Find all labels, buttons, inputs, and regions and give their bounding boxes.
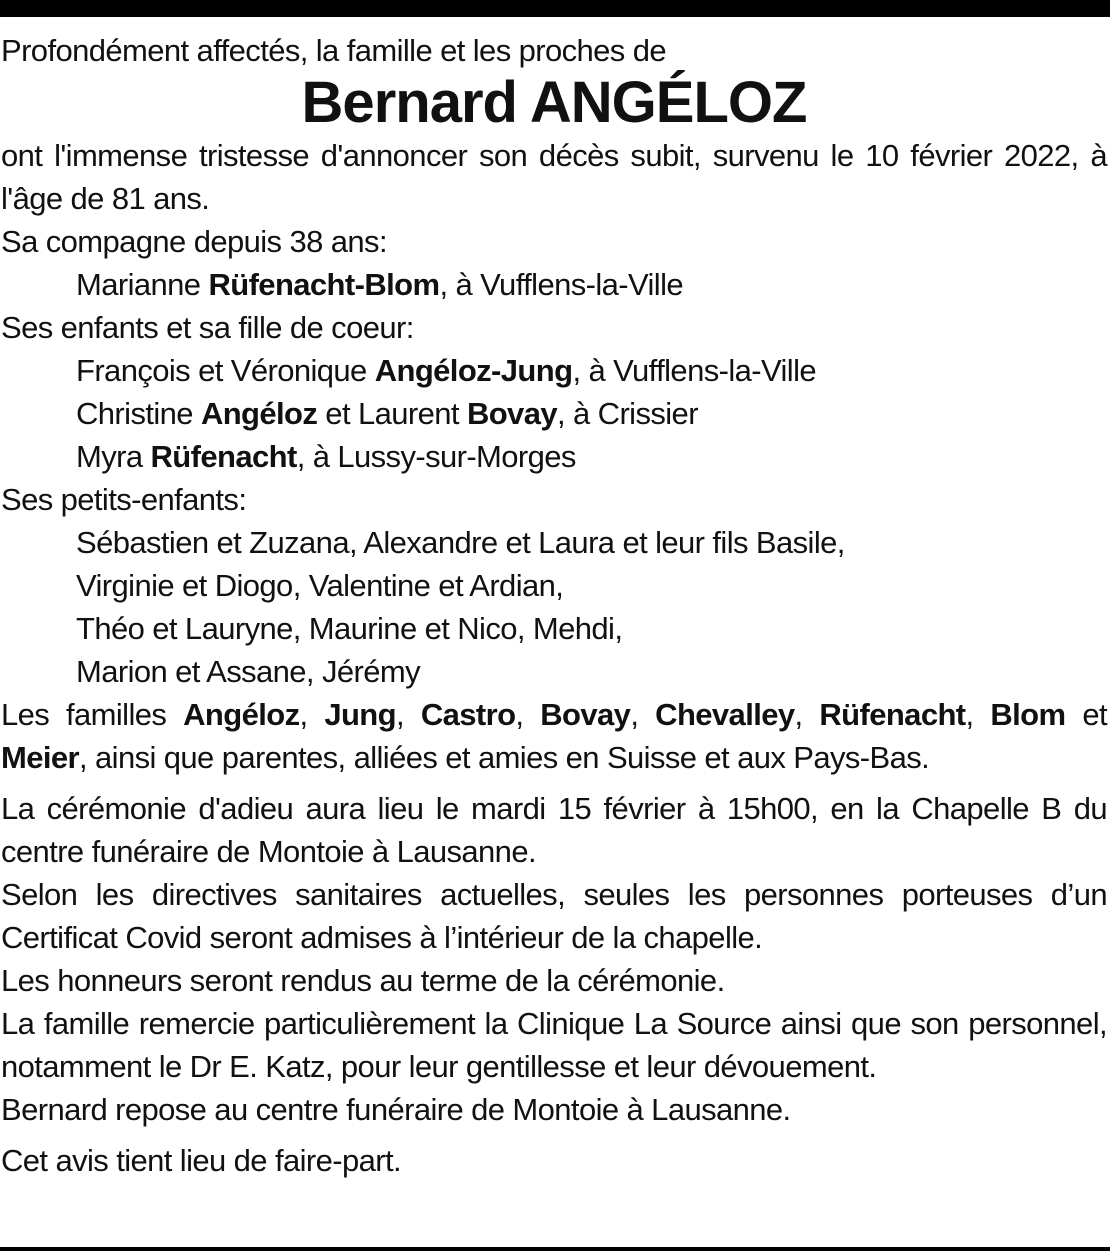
family-name: Blom — [990, 697, 1066, 732]
family-name: Castro — [420, 697, 516, 732]
bottom-border-rule — [0, 1247, 1110, 1251]
child-line-1 — [1, 349, 1107, 392]
child3-last-name: Rüfenacht — [150, 439, 297, 474]
closing-line: Cet avis tient lieu de faire-part. — [1, 1143, 402, 1178]
child2-first-name: Christine — [76, 396, 201, 431]
child-line-2 — [1, 392, 1107, 435]
partner-last-name: Rüfenacht-Blom — [208, 267, 440, 302]
families-paragraph — [1, 693, 1107, 779]
separator: , — [299, 697, 325, 732]
families-prefix: Les familles — [1, 697, 184, 732]
conjunction: et — [1065, 697, 1107, 732]
child2-place: , à Crissier — [556, 396, 698, 431]
announcement-paragraph: ont l'immense tristesse d'annoncer son décès subit, survenu le 10 février 2022, à l'âge de 81 ans. — [1, 138, 1107, 216]
child2-partner-first-name: et Laurent — [317, 396, 467, 431]
partner-place: , à Vufflens-la-Ville — [439, 267, 684, 302]
separator: , — [515, 697, 541, 732]
child1-last-name: Angéloz-Jung — [374, 353, 573, 388]
family-name: Chevalley — [655, 697, 795, 732]
family-name: Jung — [324, 697, 396, 732]
grandchildren-line: Marion et Assane, Jérémy — [76, 654, 420, 689]
ceremony-paragraph: La cérémonie d'adieu aura lieu le mardi 15 février à 15h00, en la Chapelle B du centre funéraire de Montoie à Lausanne. — [1, 791, 1107, 869]
intro-line: Profondément affectés, la famille et les proches de — [1, 33, 666, 68]
family-name: Meier — [1, 740, 79, 775]
separator: , — [395, 697, 421, 732]
partner-first-name: Marianne — [76, 267, 209, 302]
separator: , — [965, 697, 991, 732]
thanks-paragraph: La famille remercie particulièrement la Clinique La Source ainsi que son personnel, notamment le Dr E. Katz, pour leur gentillesse et leur dévouement. — [1, 1006, 1107, 1084]
families-suffix: , ainsi que parentes, alliées et amies en Suisse et aux Pays-Bas. — [78, 740, 930, 775]
child3-first-name: Myra — [76, 439, 151, 474]
child2-last-name: Angéloz — [200, 396, 318, 431]
grandchildren-heading: Ses petits-enfants: — [1, 482, 247, 517]
child1-first-names: François et Véronique — [76, 353, 375, 388]
separator: , — [794, 697, 820, 732]
grandchildren-line: Théo et Lauryne, Maurine et Nico, Mehdi, — [76, 611, 623, 646]
deceased-name: Bernard ANGÉLOZ — [301, 70, 807, 135]
partner-heading: Sa compagne depuis 38 ans: — [1, 224, 387, 259]
separator: , — [630, 697, 656, 732]
children-heading: Ses enfants et sa fille de coeur: — [1, 310, 414, 345]
child1-place: , à Vufflens-la-Ville — [572, 353, 817, 388]
family-name: Rüfenacht — [819, 697, 966, 732]
notice-body — [1, 29, 1107, 1182]
rest-paragraph: Bernard repose au centre funéraire de Montoie à Lausanne. — [1, 1092, 791, 1127]
child3-place: , à Lussy-sur-Morges — [296, 439, 576, 474]
grandchildren-line: Virginie et Diogo, Valentine et Ardian, — [76, 568, 564, 603]
family-name: Bovay — [540, 697, 631, 732]
partner-line — [1, 263, 1107, 306]
covid-paragraph: Selon les directives sanitaires actuelles, seules les personnes porteuses d’un Certificat Covid seront admises à l’intérieur de la chapelle. — [1, 877, 1107, 955]
honours-paragraph: Les honneurs seront rendus au terme de la cérémonie. — [1, 963, 725, 998]
child-line-3 — [1, 435, 1107, 478]
family-name: Angéloz — [183, 697, 300, 732]
top-border-rule — [0, 0, 1110, 17]
grandchildren-line: Sébastien et Zuzana, Alexandre et Laura et leur fils Basile, — [76, 525, 845, 560]
child2-partner-last-name: Bovay — [466, 396, 557, 431]
